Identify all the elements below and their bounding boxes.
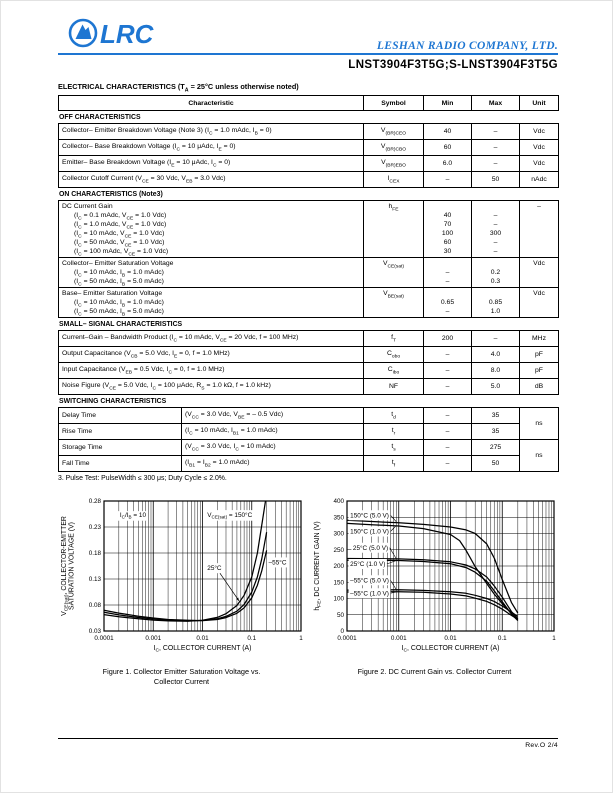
table-row bbox=[59, 379, 559, 395]
svg-text:–55°C: –55°C bbox=[268, 559, 287, 567]
svg-text:VCE(sat), COLLECTOR-EMITTER: $V_{CE(sat)}$, COLLECTOR-EMITTER bbox=[61, 516, 70, 617]
cell-min: – bbox=[424, 440, 472, 456]
col-characteristic: Characteristic bbox=[59, 96, 364, 111]
svg-text:1: 1 bbox=[299, 635, 303, 643]
cell-symbol: $t_s$ bbox=[364, 440, 424, 456]
cell-max: 4.0 bbox=[472, 347, 520, 363]
characteristics-header-table bbox=[58, 95, 559, 111]
svg-text:250: 250 bbox=[333, 547, 344, 555]
svg-text:IC, COLLECTOR CURRENT (A): $I_C$, COLLECTOR CURRENT (A) bbox=[153, 645, 252, 655]
table-row bbox=[59, 201, 559, 258]
svg-text:25°C (1.0 V): 25°C (1.0 V) bbox=[350, 561, 386, 569]
svg-text:0.1: 0.1 bbox=[497, 635, 507, 643]
cell-min: 0.65 – bbox=[424, 288, 472, 318]
section-label-small-signal-characteristics: SMALL– SIGNAL CHARACTERISTICS bbox=[59, 321, 183, 329]
table-on-characteristics-note3 bbox=[58, 200, 559, 318]
table-row bbox=[59, 288, 559, 318]
cell-unit: Vdc bbox=[520, 124, 559, 140]
svg-text:0.0001: 0.0001 bbox=[337, 635, 357, 643]
cell-symbol: $t_f$ bbox=[364, 456, 424, 472]
cell-unit: ns bbox=[520, 440, 559, 472]
lrc-logo-icon bbox=[67, 15, 167, 51]
cell-symbol: $t_d$ bbox=[364, 408, 424, 424]
cell-min: 60 bbox=[424, 140, 472, 156]
svg-text:0: 0 bbox=[340, 628, 344, 636]
svg-text:0.28: 0.28 bbox=[88, 498, 101, 506]
table-row bbox=[59, 331, 559, 347]
electrical-characteristics-title: ELECTRICAL CHARACTERISTICS ($T_A = 25^\circ C$ unless otherwise noted) bbox=[58, 82, 299, 94]
cell-min: – – bbox=[424, 258, 472, 288]
cell-max: 35 bbox=[472, 408, 520, 424]
cell-characteristic: Storage Time bbox=[59, 440, 182, 456]
cell-max: 50 bbox=[472, 172, 520, 188]
cell-characteristic: Base– Emitter Saturation Voltage ($I_C = 10$ mAdc, $I_B = 1.0$ mAdc) ($I_C = 50$ mAdc, $I_B = 5.0$ mAdc) bbox=[59, 288, 364, 318]
cell-max: 8.0 bbox=[472, 363, 520, 379]
table-row bbox=[59, 363, 559, 379]
cell-symbol: NF bbox=[364, 379, 424, 395]
cell-condition: ($V_{CC} = 3.0$ Vdc, $V_{BE}$ = – 0.5 Vdc) bbox=[182, 408, 364, 424]
cell-max: 5.0 bbox=[472, 379, 520, 395]
svg-text:50: 50 bbox=[336, 612, 344, 620]
cell-characteristic: DC Current Gain ($I_C = 0.1$ mAdc, $V_{CE} = 1.0$ Vdc) ($I_C = 1.0$ mAdc, $V_{CE} = 1.0$ Vdc) ($I_C = 10$ mAdc, $V_{CE} = 1.0$ Vdc) ($I_C = 50$ mAdc, $V_{CE} = 1.0$ Vdc) ($I_C = 100$ mAdc, $V_{CE} = 1.0$ Vdc) bbox=[59, 201, 364, 258]
cell-min: 6.0 bbox=[424, 156, 472, 172]
cell-unit: Vdc bbox=[520, 156, 559, 172]
svg-text:150°C (5.0 V): 150°C (5.0 V) bbox=[350, 512, 389, 520]
table-row bbox=[59, 140, 559, 156]
company-name: LESHAN RADIO COMPANY, LTD. bbox=[376, 40, 558, 52]
svg-text:25°C (5.0 V): 25°C (5.0 V) bbox=[352, 545, 389, 553]
cell-max: 0.2 0.3 bbox=[472, 258, 520, 288]
table-row bbox=[59, 156, 559, 172]
cell-symbol: $V_{(BR)CBO}$ bbox=[364, 140, 424, 156]
cell-max: – bbox=[472, 140, 520, 156]
cell-unit: pF bbox=[520, 347, 559, 363]
cell-symbol: $C_{obo}$ bbox=[364, 347, 424, 363]
svg-text:150°C (1.0 V): 150°C (1.0 V) bbox=[350, 528, 389, 536]
cell-max: 0.85 1.0 bbox=[472, 288, 520, 318]
cell-symbol: $I_{CEX}$ bbox=[364, 172, 424, 188]
table-row bbox=[59, 424, 559, 440]
table-header-row bbox=[59, 96, 559, 111]
cell-characteristic: Output Capacitance ($V_{CB} = 5.0$ Vdc, $I_E = 0$, f = 1.0 MHz) bbox=[59, 347, 364, 363]
cell-symbol: $t_r$ bbox=[364, 424, 424, 440]
cell-characteristic: Input Capacitance ($V_{EB} = 0.5$ Vdc, $I_C = 0$, f = 1.0 MHz) bbox=[59, 363, 364, 379]
svg-text:0.01: 0.01 bbox=[196, 635, 209, 643]
cell-unit: pF bbox=[520, 363, 559, 379]
section-label-off-characteristics: OFF CHARACTERISTICS bbox=[59, 114, 141, 122]
cell-characteristic: Collector– Emitter Breakdown Voltage (Note 3) ($I_C = 1.0$ mAdc, $I_B = 0$) bbox=[59, 124, 364, 140]
svg-text:–55°C (5.0 V): –55°C (5.0 V) bbox=[350, 577, 389, 585]
cell-unit: ns bbox=[520, 408, 559, 440]
svg-text:0.01: 0.01 bbox=[444, 635, 457, 643]
col-min: Min bbox=[424, 96, 472, 111]
cell-characteristic: Fall Time bbox=[59, 456, 182, 472]
svg-text:350: 350 bbox=[333, 514, 344, 522]
cell-characteristic: Emitter– Base Breakdown Voltage ($I_E = 10$ μAdc, $I_C = 0$) bbox=[59, 156, 364, 172]
cell-min: – bbox=[424, 456, 472, 472]
cell-max: – – 300 – – bbox=[472, 201, 520, 258]
cell-characteristic: Delay Time bbox=[59, 408, 182, 424]
cell-characteristic: Current–Gain – Bandwidth Product ($I_C = 10$ mAdc, $V_{CE} = 20$ Vdc, f = 100 MHz) bbox=[59, 331, 364, 347]
svg-text:0.0001: 0.0001 bbox=[94, 635, 114, 643]
svg-text:200: 200 bbox=[333, 563, 344, 571]
pulse-test-note: 3. Pulse Test: PulseWidth ≤ 300 μs; Duty Cycle ≤ 2.0%. bbox=[58, 475, 227, 483]
page-footer bbox=[58, 738, 558, 749]
page-header bbox=[58, 15, 558, 53]
cell-symbol: $V_{(BR)EBO}$ bbox=[364, 156, 424, 172]
svg-text:0.001: 0.001 bbox=[390, 635, 407, 643]
svg-text:IC/IB = 10: $I_C/I_B = 10$ bbox=[119, 512, 147, 521]
cell-characteristic: Collector– Emitter Saturation Voltage ($I_C = 10$ mAdc, $I_B = 1.0$ mAdc) ($I_C = 50$ mAdc, $I_B = 5.0$ mAdc) bbox=[59, 258, 364, 288]
cell-max: 275 bbox=[472, 440, 520, 456]
cell-characteristic: Collector– Base Breakdown Voltage ($I_C = 10$ μAdc, $I_E = 0$) bbox=[59, 140, 364, 156]
table-off-characteristics bbox=[58, 123, 559, 188]
table-row bbox=[59, 347, 559, 363]
table-row bbox=[59, 124, 559, 140]
section-label-on-characteristics-note3: ON CHARACTERISTICS (Note3) bbox=[59, 191, 163, 199]
figure1-chart bbox=[58, 495, 305, 657]
svg-text:100: 100 bbox=[333, 596, 344, 604]
cell-unit: Vdc bbox=[520, 288, 559, 318]
cell-min: 40 bbox=[424, 124, 472, 140]
cell-unit: MHz bbox=[520, 331, 559, 347]
table-row bbox=[59, 456, 559, 472]
svg-text:VCE(sat) = 150°C: $V_{CE(sat)} = 150^\circ C$ bbox=[207, 512, 253, 521]
lrc-logo bbox=[67, 15, 167, 56]
svg-text:hFE, DC CURRENT GAIN (V): $h_{FE}$, DC CURRENT GAIN (V) bbox=[314, 521, 323, 612]
cell-unit: – bbox=[520, 201, 559, 258]
svg-text:150: 150 bbox=[333, 579, 344, 587]
svg-text:IC, COLLECTOR CURRENT (A): $I_C$, COLLECTOR CURRENT (A) bbox=[401, 645, 500, 655]
cell-condition: ($I_C = 10$ mAdc, $I_{B1} = 1.0$ mAdc) bbox=[182, 424, 364, 440]
svg-text:0.03: 0.03 bbox=[88, 628, 101, 636]
table-row bbox=[59, 172, 559, 188]
cell-symbol: $f_T$ bbox=[364, 331, 424, 347]
svg-text:0.08: 0.08 bbox=[88, 602, 101, 610]
col-symbol: Symbol bbox=[364, 96, 424, 111]
cell-unit: Vdc bbox=[520, 140, 559, 156]
cell-min: – bbox=[424, 408, 472, 424]
cell-symbol: $V_{(BR)CEO}$ bbox=[364, 124, 424, 140]
svg-text:–55°C (1.0 V): –55°C (1.0 V) bbox=[350, 590, 389, 598]
svg-text:400: 400 bbox=[333, 498, 344, 506]
cell-max: 50 bbox=[472, 456, 520, 472]
cell-min: 200 bbox=[424, 331, 472, 347]
cell-min: – bbox=[424, 347, 472, 363]
characteristics-sections bbox=[58, 114, 558, 472]
lrc-logo-text: LRC bbox=[100, 19, 154, 49]
svg-text:1: 1 bbox=[552, 635, 556, 643]
cell-characteristic: Collector Cutoff Current ($V_{CE} = 30$ Vdc, $V_{EB} = 3.0$ Vdc) bbox=[59, 172, 364, 188]
cell-symbol: $C_{ibo}$ bbox=[364, 363, 424, 379]
table-switching-characteristics bbox=[58, 407, 559, 472]
cell-max: – bbox=[472, 124, 520, 140]
svg-text:300: 300 bbox=[333, 531, 344, 539]
cell-max: 35 bbox=[472, 424, 520, 440]
svg-text:0.18: 0.18 bbox=[88, 550, 101, 558]
table-small-signal-characteristics bbox=[58, 330, 559, 395]
cell-characteristic: Rise Time bbox=[59, 424, 182, 440]
figure2 bbox=[311, 495, 558, 686]
cell-condition: ($V_{CC} = 3.0$ Vdc, $I_C = 10$ mAdc) bbox=[182, 440, 364, 456]
cell-max: – bbox=[472, 331, 520, 347]
svg-text:0.001: 0.001 bbox=[145, 635, 162, 643]
part-number: LNST3904F3T5G;S-LNST3904F3T5G bbox=[348, 59, 558, 71]
table-row bbox=[59, 408, 559, 424]
figure1 bbox=[58, 495, 305, 686]
page-content bbox=[58, 15, 558, 686]
cell-min: – bbox=[424, 363, 472, 379]
col-max: Max bbox=[472, 96, 520, 111]
cell-unit: nAdc bbox=[520, 172, 559, 188]
cell-unit: dB bbox=[520, 379, 559, 395]
svg-text:SATURATION VOLTAGE (V): SATURATION VOLTAGE (V) bbox=[68, 522, 76, 611]
cell-max: – bbox=[472, 156, 520, 172]
svg-text:0.23: 0.23 bbox=[88, 524, 101, 532]
cell-symbol: $V_{CE(sat)}$ bbox=[364, 258, 424, 288]
cell-characteristic: Noise Figure ($V_{CE} = 5.0$ Vdc, $I_C = 100$ μAdc, $R_S = 1.0$ kΩ, f = 1.0 kHz) bbox=[59, 379, 364, 395]
table-row bbox=[59, 440, 559, 456]
svg-text:25°C: 25°C bbox=[207, 565, 222, 573]
cell-min: – bbox=[424, 424, 472, 440]
svg-text:0.1: 0.1 bbox=[247, 635, 257, 643]
figure2-chart bbox=[311, 495, 558, 657]
col-unit: Unit bbox=[520, 96, 559, 111]
figure1-caption: Figure 1. Collector Emitter Saturation Voltage vs. Collector Current bbox=[102, 667, 261, 686]
figures-row bbox=[58, 495, 558, 686]
cell-symbol: $h_{FE}$ bbox=[364, 201, 424, 258]
figure2-caption: Figure 2. DC Current Gain vs. Collector Current bbox=[357, 667, 512, 677]
svg-text:0.13: 0.13 bbox=[88, 576, 101, 584]
revision-label: Rev.O 2/4 bbox=[525, 742, 558, 749]
cell-min: 40 70 100 60 30 bbox=[424, 201, 472, 258]
table-row bbox=[59, 258, 559, 288]
cell-min: – bbox=[424, 379, 472, 395]
cell-condition: ($I_{B1} = I_{B2} = 1.0$ mAdc) bbox=[182, 456, 364, 472]
cell-min: – bbox=[424, 172, 472, 188]
section-label-switching-characteristics: SWITCHING CHARACTERISTICS bbox=[59, 398, 167, 406]
cell-symbol: $V_{BE(sat)}$ bbox=[364, 288, 424, 318]
cell-unit: Vdc bbox=[520, 258, 559, 288]
